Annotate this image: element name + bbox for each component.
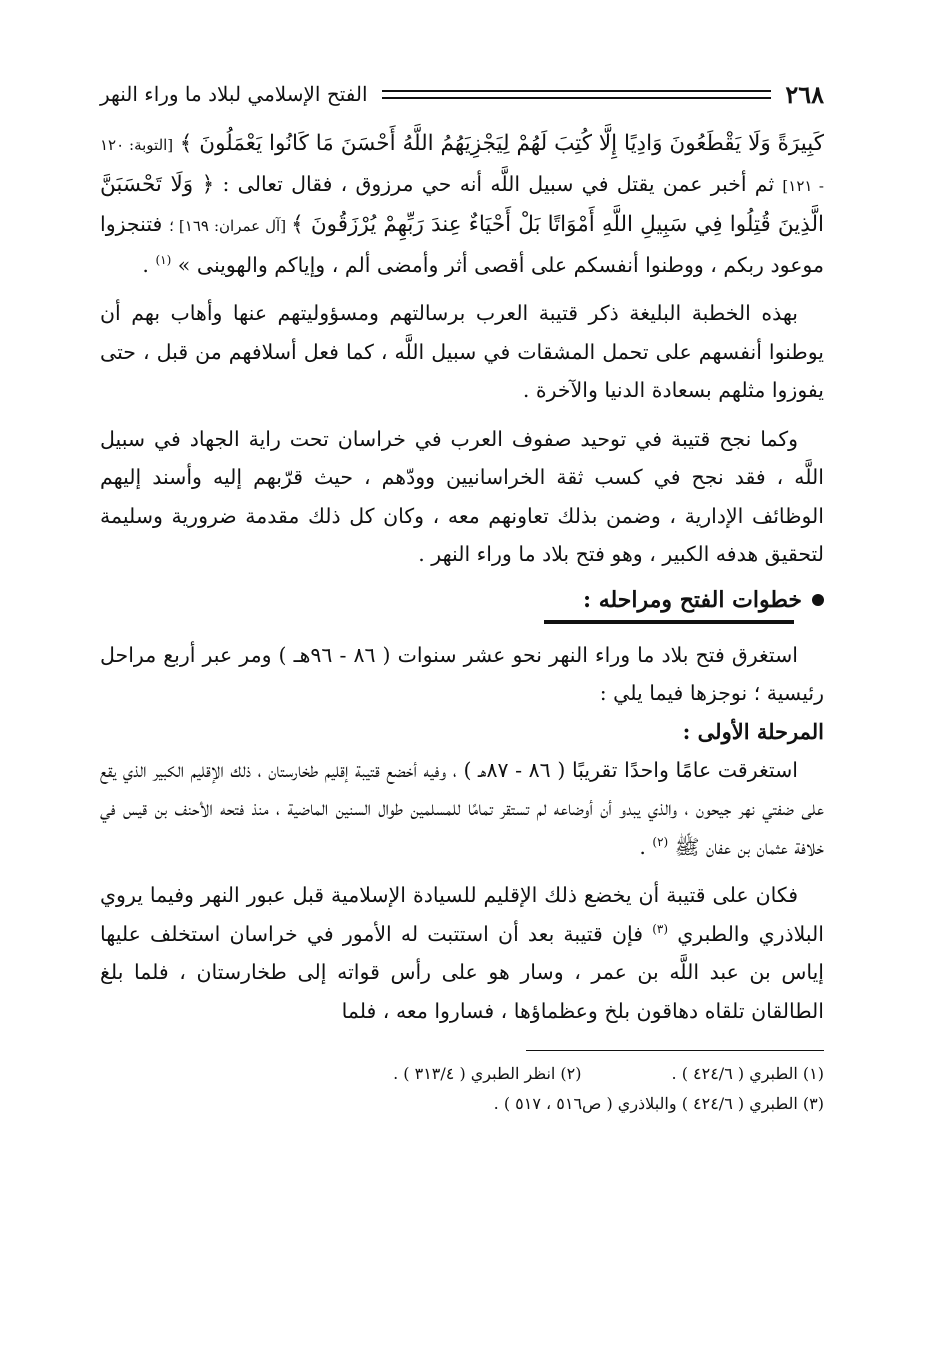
paragraph-end: . bbox=[142, 252, 156, 277]
footnote-marker: (٢) bbox=[652, 834, 669, 849]
paragraph-first-stage bbox=[100, 751, 824, 867]
page-number: ٢٦٨ bbox=[785, 79, 824, 109]
footnote-separator bbox=[526, 1050, 824, 1051]
quran-verse-al-imran: ﴿ وَلَا تَحْسَبَنَّ الَّذِينَ قُتِلُوا فِي سَبِيلِ اللَّهِ أَمْوَاتًا بَلْ أَحْيَاءٌ عِندَ رَبِّهِمْ يُرْزَقُونَ ﴾ bbox=[100, 171, 824, 237]
footnote-1: (١) الطبري ( ٤٢٤/٦ ) . bbox=[671, 1064, 824, 1083]
paragraph-text: ثم أخبر عمن يقتل في سبيل اللَّه أنه حي مرزوق ، فقال تعالى : bbox=[222, 171, 783, 196]
subheading-first-stage: المرحلة الأولى : bbox=[682, 718, 824, 744]
running-title: الفتح الإسلامي لبلاد ما وراء النهر bbox=[100, 82, 368, 106]
verse-reference-tawbah: [التوبة: ١٢٠ - ١٢١] bbox=[100, 136, 824, 195]
footnotes bbox=[100, 1059, 824, 1119]
verse-reference-al-imran: [آل عمران: ١٦٩] ؛ bbox=[169, 217, 292, 235]
paragraph-tukharistan bbox=[100, 876, 824, 1030]
quran-verse-tawbah: كَبِيرَةً وَلَا يَقْطَعُونَ وَادِيًا إِلَّا كُتِبَ لَهُمْ لِيَجْزِيَهُمُ اللَّهُ أَحْسَنَ مَا كَانُوا يَعْمَلُونَ ﴾ bbox=[179, 131, 824, 156]
paragraph-text: فكان على قتيبة أن يخضع ذلك الإقليم للسيادة الإسلامية قبل عبور النهر وفيما يروي البلاذري والطبري bbox=[100, 883, 824, 946]
footnote-2: (٢) انظر الطبري ( ٣١٣/٤ ) . bbox=[393, 1064, 582, 1083]
paragraph-text: استغرقت عامًا واحدًا تقريبًا ( ٨٦ - ٨٧هـ ) ، وفيه أخضع قتيبة إقليم طخارستان ، ذلك الإقليم الكبير الذي يقع على ضفتي نهر جيحون ، والذي يبدو أن أوضاعه لم تستقر تمامًا للمسلمين طوال السنين الماضية ، منذ فتحه الأحنف بن قيس في خلافة عثمان بن عفان ﷺ bbox=[100, 757, 824, 859]
footnote-row bbox=[100, 1059, 824, 1089]
bullet-icon bbox=[812, 594, 824, 606]
paragraph-quran-continuation bbox=[100, 124, 824, 284]
footnote-marker: (١) bbox=[155, 252, 172, 267]
paragraph-stages-intro: استغرق فتح بلاد ما وراء النهر نحو عشر سنوات ( ٨٦ - ٩٦هـ ) ومر عبر أربع مراحل رئيسية ؛ نوجزها فيما يلي : bbox=[100, 642, 824, 705]
paragraph-text: فإن قتيبة بعد أن استتبت له الأمور في خراسان استخلف عليها إياس بن عبد اللَّه بن عمر ، وسار هو على رأس قواته إلى طخارستان ، فلما بلغ الطالقان تلقاه دهاقون بلخ وعظماؤها ، فساروا معه ، فلما bbox=[100, 921, 824, 1023]
paragraph-unification: وكما نجح قتيبة في توحيد صفوف العرب في خراسان تحت راية الجهاد في سبيل اللَّه ، فقد نجح في كسب ثقة الخراسانيين وودّهم ، حيث قرّبهم إليه وأسند إليهم الوظائف الإدارية ، وضمن بذلك تعاونهم معه ، وكان كل ذلك مقدمة ضرورية وسليمة لتحقيق هدفه الكبير ، وهو فتح بلاد ما وراء النهر . bbox=[100, 426, 824, 566]
paragraph-sermon: بهذه الخطبة البليغة ذكر قتيبة العرب برسالتهم ومسؤوليتهم عنها وأهاب بهم أن يوطنوا أنفسهم على تحمل المشقات في سبيل اللَّه ، كما فعل أسلافهم من قبل ، حتى يفوزوا مثلهم بسعادة الدنيا والآخرة . bbox=[100, 301, 824, 402]
paragraph-text: فتنجزوا موعود ربكم ، ووطنوا أنفسكم على أقصى أثر وأمضى ألم ، وإياكم والهوينى » bbox=[100, 212, 824, 277]
paragraph-end: . bbox=[639, 834, 653, 859]
heading-underline bbox=[544, 620, 794, 624]
header-double-rule bbox=[382, 90, 772, 99]
footnote-3: (٣) الطبري ( ٤٢٤/٦ ) والبلاذري ( ص٥١٦ ، ٥١٧ ) . bbox=[493, 1094, 824, 1113]
section-heading-text: خطوات الفتح ومراحله : bbox=[582, 586, 802, 613]
book-page bbox=[100, 78, 824, 1119]
footnote-marker: (٣) bbox=[652, 921, 669, 936]
section-heading bbox=[100, 582, 824, 618]
page-header bbox=[100, 78, 824, 110]
